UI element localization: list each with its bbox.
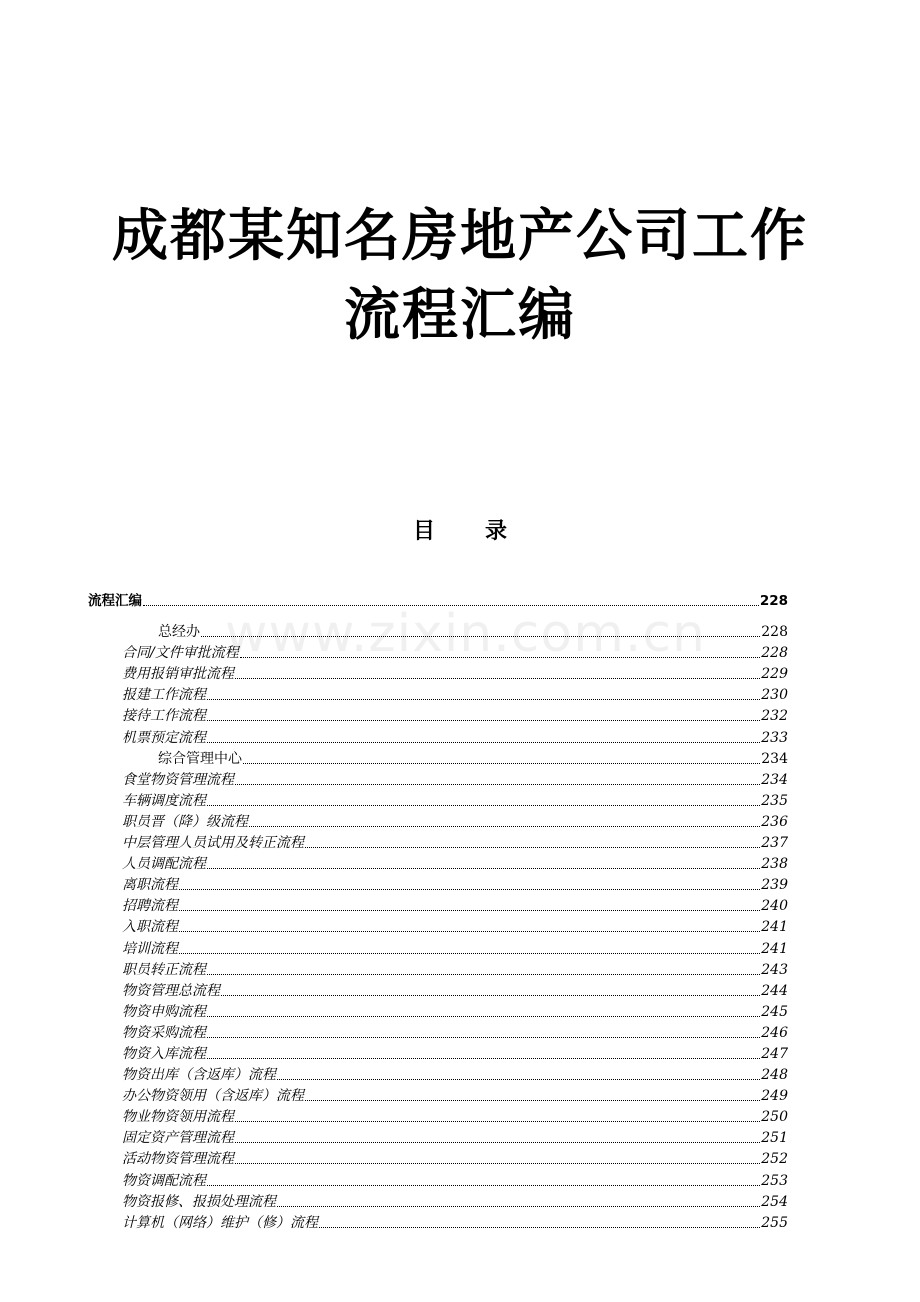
toc-entry-page-number: 230 (761, 687, 788, 704)
toc-entry[interactable] (0, 979, 788, 1000)
toc-dot-leader (207, 1036, 760, 1038)
toc-entry-page-number: 255 (761, 1214, 788, 1231)
toc-dot-leader (207, 804, 760, 806)
toc-heading (0, 520, 920, 542)
toc-entry-page-number: 233 (761, 729, 788, 746)
toc-entry[interactable] (0, 852, 788, 873)
toc-entry-page-number: 228 (761, 624, 788, 641)
toc-entry-label: 招聘流程 (122, 898, 178, 915)
toc-entry-page-number: 236 (761, 813, 788, 830)
toc-dot-leader (235, 1141, 760, 1143)
toc-entry[interactable] (0, 873, 788, 894)
toc-entry-page-number: 241 (761, 940, 788, 957)
toc-heading-right: 录 (485, 518, 508, 544)
toc-dot-leader (221, 994, 760, 996)
toc-entry[interactable] (0, 725, 788, 746)
toc-entry-page-number: 248 (761, 1067, 788, 1084)
toc-entry-label: 物资采购流程 (122, 1024, 206, 1041)
toc-entry-page-number: 241 (761, 919, 788, 936)
toc-entry-page-number: 252 (761, 1151, 788, 1168)
toc-entry-page-number: 235 (761, 792, 788, 809)
toc-entry-label: 职员转正流程 (122, 961, 206, 978)
toc-entry-label: 离职流程 (122, 877, 178, 894)
table-of-contents (0, 590, 920, 1232)
toc-entry[interactable] (0, 590, 788, 610)
toc-entry[interactable] (0, 1147, 788, 1168)
toc-dot-leader (235, 1162, 760, 1164)
toc-entry[interactable] (0, 1168, 788, 1189)
toc-dot-leader (305, 1099, 760, 1101)
toc-dot-leader (319, 1226, 760, 1228)
toc-dot-leader (243, 762, 760, 764)
toc-entry-page-number: 247 (761, 1045, 788, 1062)
toc-entry-page-number: 244 (761, 982, 788, 999)
toc-entry-label: 报建工作流程 (122, 687, 206, 704)
toc-dot-leader (235, 1120, 760, 1122)
toc-entry[interactable] (0, 789, 788, 810)
toc-entry-label: 物资申购流程 (122, 1003, 206, 1020)
toc-entry-label: 中层管理人员试用及转正流程 (122, 835, 304, 852)
toc-entry-page-number: 246 (761, 1024, 788, 1041)
toc-dot-leader (179, 909, 760, 911)
toc-dot-leader (277, 1205, 760, 1207)
toc-entry-label: 接待工作流程 (122, 708, 206, 725)
toc-dot-leader (207, 741, 760, 743)
toc-entry[interactable] (0, 641, 788, 662)
document-title-line-2: 流程汇编 (344, 282, 576, 348)
toc-entry[interactable] (0, 747, 788, 768)
toc-dot-leader (207, 1184, 760, 1186)
toc-dot-leader (207, 1015, 760, 1017)
toc-entry-page-number: 240 (761, 898, 788, 915)
toc-entry-page-number: 243 (761, 961, 788, 978)
toc-dot-leader (143, 604, 759, 606)
toc-entry[interactable] (0, 1042, 788, 1063)
toc-dot-leader (207, 698, 760, 700)
toc-entry[interactable] (0, 915, 788, 936)
toc-entry-label: 总经办 (158, 624, 200, 641)
toc-entry-page-number: 249 (761, 1088, 788, 1105)
toc-entry-label: 食堂物资管理流程 (122, 771, 234, 788)
toc-dot-leader (201, 635, 760, 637)
toc-entry[interactable] (0, 1000, 788, 1021)
toc-entry[interactable] (0, 958, 788, 979)
toc-entry-label: 流程汇编 (88, 593, 142, 609)
toc-dot-leader (179, 952, 760, 954)
toc-dot-leader (305, 846, 760, 848)
toc-entry[interactable] (0, 936, 788, 957)
toc-entry-label: 合同/文件审批流程 (122, 645, 239, 662)
toc-entry-page-number: 238 (761, 856, 788, 873)
toc-entry-label: 固定资产管理流程 (122, 1130, 234, 1147)
toc-entry[interactable] (0, 662, 788, 683)
toc-entry-page-number: 229 (761, 666, 788, 683)
toc-entry[interactable] (0, 683, 788, 704)
toc-entry-label: 活动物资管理流程 (122, 1151, 234, 1168)
toc-dot-leader (179, 888, 760, 890)
toc-entry-label: 办公物资领用（含返库）流程 (122, 1088, 304, 1105)
toc-dot-leader (277, 1078, 760, 1080)
toc-entry-label: 物资报修、报损处理流程 (122, 1193, 276, 1210)
toc-entry-label: 入职流程 (122, 919, 178, 936)
toc-entry-page-number: 228 (759, 593, 788, 609)
toc-entry[interactable] (0, 1105, 788, 1126)
toc-entry[interactable] (0, 1190, 788, 1211)
toc-dot-leader (207, 1057, 760, 1059)
watermark: www.zixin.com.cn (225, 604, 706, 664)
toc-heading-left: 目 (412, 518, 435, 544)
toc-dot-leader (207, 867, 760, 869)
toc-entry-label: 物业物资领用流程 (122, 1109, 234, 1126)
toc-entry-page-number: 245 (761, 1003, 788, 1020)
toc-entry-page-number: 232 (761, 708, 788, 725)
toc-entry-label: 物资出库（含返库）流程 (122, 1067, 276, 1084)
toc-dot-leader (249, 825, 760, 827)
toc-dot-leader (240, 656, 761, 658)
toc-entry[interactable] (0, 1063, 788, 1084)
toc-entry-page-number: 253 (761, 1172, 788, 1189)
toc-entry-label: 物资调配流程 (122, 1172, 206, 1189)
toc-entry-label: 培训流程 (122, 940, 178, 957)
toc-entry[interactable] (0, 620, 788, 641)
toc-dot-leader (207, 719, 760, 721)
toc-entry[interactable] (0, 1211, 788, 1232)
toc-entry-label: 人员调配流程 (122, 856, 206, 873)
toc-entry-page-number: 228 (761, 645, 788, 662)
toc-entry[interactable] (0, 1084, 788, 1105)
toc-dot-leader (235, 783, 760, 785)
toc-entry[interactable] (0, 768, 788, 789)
toc-entry-page-number: 234 (761, 771, 788, 788)
toc-dot-leader (207, 973, 760, 975)
toc-entry-label: 物资管理总流程 (122, 982, 220, 999)
toc-entry-label: 职员晋（降）级流程 (122, 813, 248, 830)
toc-entry-page-number: 239 (761, 877, 788, 894)
toc-dot-leader (235, 677, 760, 679)
toc-entry-label: 物资入库流程 (122, 1045, 206, 1062)
toc-dot-leader (179, 930, 760, 932)
toc-entry[interactable] (0, 1126, 788, 1147)
toc-entry-page-number: 237 (761, 835, 788, 852)
toc-entry[interactable] (0, 810, 788, 831)
toc-entry-label: 费用报销审批流程 (122, 666, 234, 683)
toc-entry-label: 车辆调度流程 (122, 792, 206, 809)
toc-entry-page-number: 254 (761, 1193, 788, 1210)
toc-entry[interactable] (0, 1021, 788, 1042)
toc-entry[interactable] (0, 704, 788, 725)
toc-entry-label: 综合管理中心 (158, 750, 242, 767)
toc-entry-page-number: 250 (761, 1109, 788, 1126)
toc-entry-label: 计算机（网络）维护（修）流程 (122, 1214, 318, 1231)
toc-entry[interactable] (0, 894, 788, 915)
toc-entry-label: 机票预定流程 (122, 729, 206, 746)
document-title-line-1: 成都某知名房地产公司工作 (112, 203, 808, 269)
toc-entry-page-number: 251 (761, 1130, 788, 1147)
toc-entry[interactable] (0, 831, 788, 852)
toc-entry-page-number: 234 (761, 750, 788, 767)
